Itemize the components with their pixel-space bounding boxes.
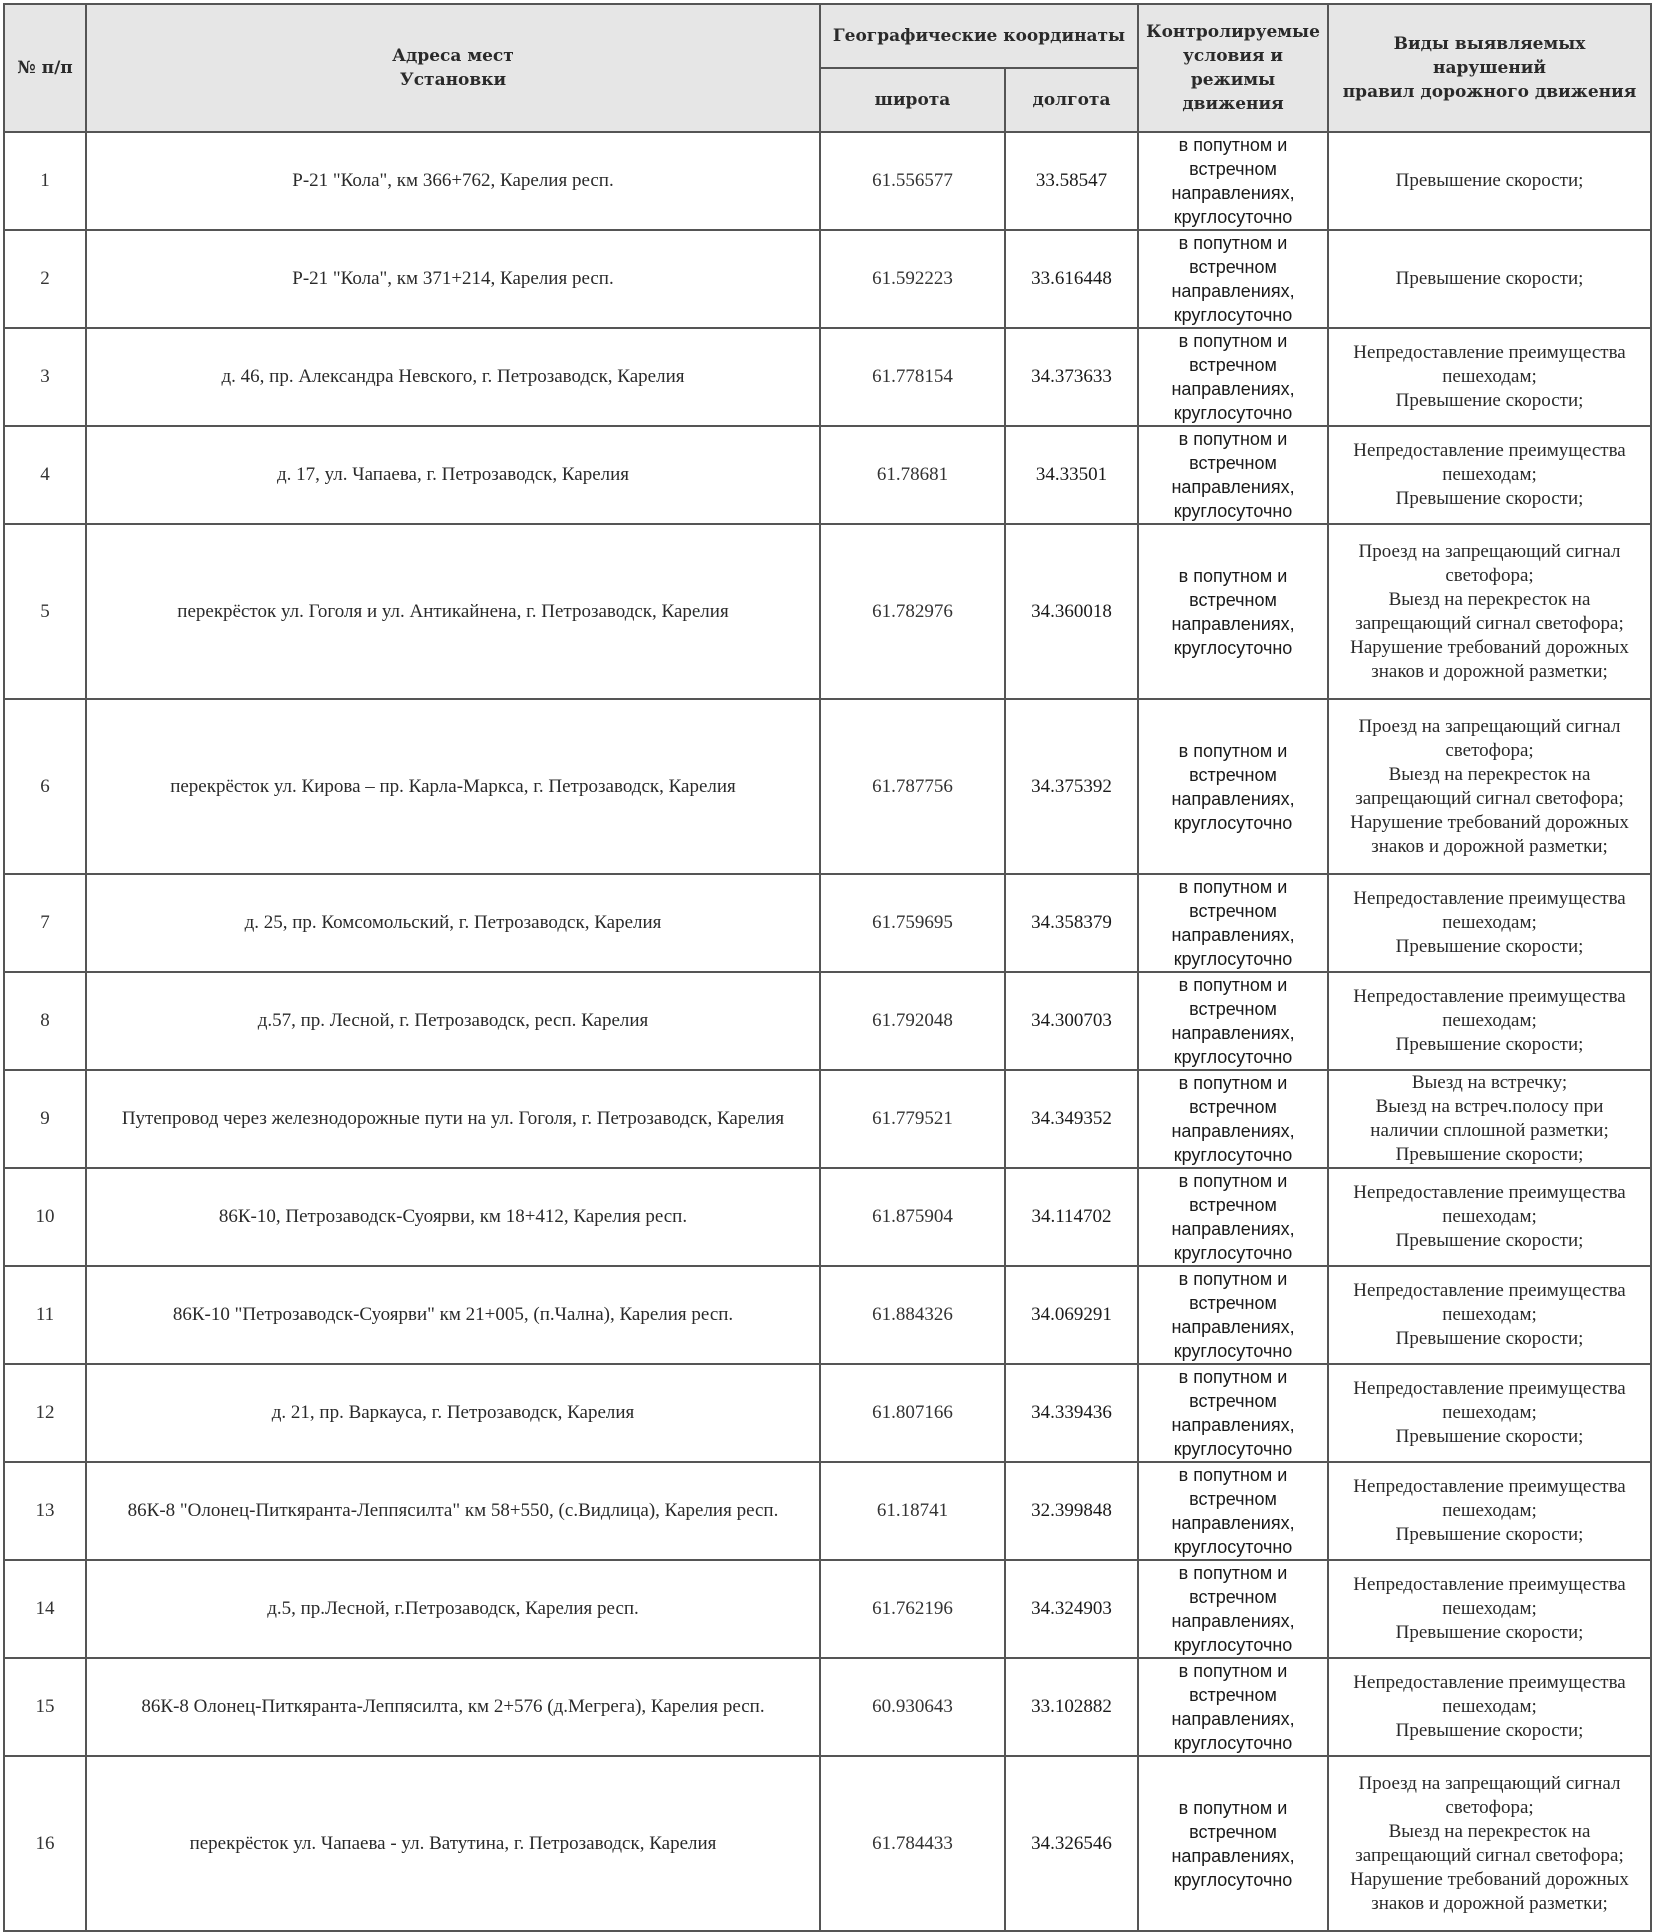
- row-number: 16: [4, 1756, 86, 1931]
- row-address: д. 46, пр. Александра Невского, г. Петрозаводск, Карелия: [86, 328, 820, 426]
- row-address: перекрёсток ул. Гоголя и ул. Антикайнена, г. Петрозаводск, Карелия: [86, 524, 820, 699]
- row-violations-line: Непредоставление преимущества: [1353, 1182, 1626, 1203]
- table-row: [4, 230, 1651, 328]
- row-violations: [1328, 132, 1651, 230]
- row-mode-line: направлениях,: [1171, 1023, 1295, 1043]
- row-mode-line: направлениях,: [1171, 613, 1295, 634]
- row-violations-line: пешеходам;: [1442, 1010, 1537, 1031]
- row-mode-line: круглосуточно: [1173, 1341, 1293, 1361]
- row-latitude: 61.884326: [820, 1266, 1005, 1364]
- row-mode: [1138, 132, 1328, 230]
- row-mode-line: встречном: [1189, 1489, 1277, 1509]
- row-mode: [1138, 1070, 1328, 1168]
- row-mode-line: круглосуточно: [1173, 1145, 1293, 1165]
- row-mode: [1138, 1364, 1328, 1462]
- row-violations: [1328, 1070, 1651, 1168]
- row-mode-line: встречном: [1189, 589, 1277, 610]
- row-latitude: 61.759695: [820, 874, 1005, 972]
- row-violations-line: пешеходам;: [1442, 1500, 1537, 1521]
- row-longitude: 34.339436: [1005, 1364, 1138, 1462]
- row-number: 14: [4, 1560, 86, 1658]
- row-mode: [1138, 1560, 1328, 1658]
- row-violations-line: пешеходам;: [1442, 1598, 1537, 1619]
- row-mode: [1138, 230, 1328, 328]
- row-address: 86К-10 "Петрозаводск-Суоярви" км 21+005, (п.Чална), Карелия респ.: [86, 1266, 820, 1364]
- row-mode-line: встречном: [1189, 901, 1277, 921]
- header-mode-line: Контролируемые: [1146, 22, 1320, 42]
- table-row: [4, 874, 1651, 972]
- row-violations-line: Нарушение требований дорожных: [1350, 636, 1629, 658]
- row-violations: [1328, 1560, 1651, 1658]
- table-body: [4, 132, 1651, 1931]
- header-address: [86, 4, 820, 132]
- row-number: 10: [4, 1168, 86, 1266]
- row-mode-line: в попутном и: [1178, 135, 1288, 155]
- row-violations: [1328, 1756, 1651, 1931]
- table-row: [4, 132, 1651, 230]
- row-longitude: 34.069291: [1005, 1266, 1138, 1364]
- row-mode: [1138, 1462, 1328, 1560]
- row-violations-line: пешеходам;: [1442, 1402, 1537, 1423]
- row-number: 7: [4, 874, 86, 972]
- row-mode-line: встречном: [1189, 1685, 1277, 1705]
- row-violations-line: Непредоставление преимущества: [1353, 888, 1626, 909]
- row-longitude: 34.33501: [1005, 426, 1138, 524]
- row-number: 8: [4, 972, 86, 1070]
- row-longitude: 34.360018: [1005, 524, 1138, 699]
- row-mode-line: в попутном и: [1178, 331, 1288, 351]
- row-violations-line: запрещающий сигнал светофора;: [1355, 612, 1624, 634]
- row-mode-line: в попутном и: [1178, 233, 1288, 253]
- row-mode-line: круглосуточно: [1173, 1635, 1293, 1655]
- row-violations-line: Превышение скорости;: [1395, 390, 1584, 411]
- row-mode-line: в попутном и: [1178, 1563, 1288, 1583]
- row-mode-line: круглосуточно: [1173, 1243, 1293, 1263]
- table-row: [4, 1266, 1651, 1364]
- row-mode-line: встречном: [1189, 764, 1277, 785]
- row-violations-line: Непредоставление преимущества: [1353, 1672, 1626, 1693]
- row-violations-line: Непредоставление преимущества: [1353, 1574, 1626, 1595]
- row-mode-line: направлениях,: [1171, 1845, 1295, 1866]
- header-address-line: Установки: [399, 70, 507, 90]
- row-violations-line: Непредоставление преимущества: [1353, 1476, 1626, 1497]
- row-violations-line: знаков и дорожной разметки;: [1371, 1892, 1608, 1914]
- row-mode-line: встречном: [1189, 1587, 1277, 1607]
- row-mode-line: в попутном и: [1178, 1661, 1288, 1681]
- row-mode: [1138, 972, 1328, 1070]
- row-mode: [1138, 524, 1328, 699]
- row-mode: [1138, 426, 1328, 524]
- row-violations-line: Превышение скорости;: [1395, 1426, 1584, 1447]
- row-violations-line: знаков и дорожной разметки;: [1371, 660, 1608, 682]
- row-longitude: 34.324903: [1005, 1560, 1138, 1658]
- row-violations-line: Непредоставление преимущества: [1353, 1378, 1626, 1399]
- row-longitude: 34.358379: [1005, 874, 1138, 972]
- row-violations: [1328, 524, 1651, 699]
- row-mode-line: круглосуточно: [1173, 305, 1293, 325]
- cameras-table: [3, 3, 1652, 1932]
- row-mode-line: в попутном и: [1178, 1171, 1288, 1191]
- row-latitude: 61.807166: [820, 1364, 1005, 1462]
- row-violations: [1328, 1462, 1651, 1560]
- row-violations-line: Проезд на запрещающий сигнал: [1358, 715, 1621, 737]
- row-violations-line: пешеходам;: [1442, 912, 1537, 933]
- row-violations-line: Выезд на перекресток на: [1388, 763, 1591, 785]
- row-address: 86К-10, Петрозаводск-Суоярви, км 18+412, Карелия респ.: [86, 1168, 820, 1266]
- row-longitude: 34.349352: [1005, 1070, 1138, 1168]
- row-address: д.5, пр.Лесной, г.Петрозаводск, Карелия респ.: [86, 1560, 820, 1658]
- row-mode-line: в попутном и: [1178, 1465, 1288, 1485]
- row-longitude: 33.102882: [1005, 1658, 1138, 1756]
- row-mode-line: в попутном и: [1178, 565, 1288, 586]
- header-mode-line: движения: [1182, 94, 1284, 114]
- row-mode-line: направлениях,: [1171, 788, 1295, 809]
- header-coords: Географические координаты: [820, 4, 1138, 68]
- row-violations: [1328, 426, 1651, 524]
- row-latitude: 61.779521: [820, 1070, 1005, 1168]
- row-mode-line: направлениях,: [1171, 183, 1295, 203]
- row-mode-line: круглосуточно: [1173, 403, 1293, 423]
- row-mode-line: круглосуточно: [1173, 501, 1293, 521]
- row-mode: [1138, 1658, 1328, 1756]
- row-mode-line: встречном: [1189, 257, 1277, 277]
- row-violations-line: светофора;: [1445, 564, 1534, 586]
- row-violations-line: Проезд на запрещающий сигнал: [1358, 540, 1621, 562]
- row-violations-line: запрещающий сигнал светофора;: [1355, 1844, 1624, 1866]
- row-longitude: 32.399848: [1005, 1462, 1138, 1560]
- row-violations: [1328, 972, 1651, 1070]
- row-mode-line: в попутном и: [1178, 877, 1288, 897]
- row-mode-line: круглосуточно: [1173, 812, 1293, 833]
- row-latitude: 61.18741: [820, 1462, 1005, 1560]
- row-violations-line: наличии сплошной разметки;: [1370, 1120, 1609, 1141]
- row-address: д. 17, ул. Чапаева, г. Петрозаводск, Карелия: [86, 426, 820, 524]
- table-row: [4, 1756, 1651, 1931]
- row-violations: [1328, 1364, 1651, 1462]
- row-number: 4: [4, 426, 86, 524]
- table-row: [4, 1658, 1651, 1756]
- row-mode-line: встречном: [1189, 1293, 1277, 1313]
- row-address: 86К-8 Олонец-Питкяранта-Леппясилта, км 2+576 (д.Мегрега), Карелия респ.: [86, 1658, 820, 1756]
- row-address: Р-21 "Кола", км 371+214, Карелия респ.: [86, 230, 820, 328]
- table-row: [4, 1168, 1651, 1266]
- row-mode-line: направлениях,: [1171, 925, 1295, 945]
- table-row: [4, 1070, 1651, 1168]
- row-address: д. 25, пр. Комсомольский, г. Петрозаводск, Карелия: [86, 874, 820, 972]
- row-violations-line: Превышение скорости;: [1395, 936, 1584, 957]
- row-longitude: 34.375392: [1005, 699, 1138, 874]
- row-mode-line: направлениях,: [1171, 281, 1295, 301]
- row-violations-line: Превышение скорости;: [1395, 1622, 1584, 1643]
- row-mode-line: направлениях,: [1171, 477, 1295, 497]
- row-violations-line: светофора;: [1445, 1796, 1534, 1818]
- row-mode-line: направлениях,: [1171, 379, 1295, 399]
- header-num: № п/п: [4, 4, 86, 132]
- row-violations: [1328, 328, 1651, 426]
- row-number: 1: [4, 132, 86, 230]
- row-violations-line: запрещающий сигнал светофора;: [1355, 787, 1624, 809]
- row-violations-line: пешеходам;: [1442, 1696, 1537, 1717]
- row-violations-line: Непредоставление преимущества: [1353, 342, 1626, 363]
- row-mode-line: направлениях,: [1171, 1121, 1295, 1141]
- row-latitude: 61.784433: [820, 1756, 1005, 1931]
- row-mode-line: направлениях,: [1171, 1415, 1295, 1435]
- row-address: Р-21 "Кола", км 366+762, Карелия респ.: [86, 132, 820, 230]
- row-latitude: 61.787756: [820, 699, 1005, 874]
- table-header: [4, 4, 1651, 132]
- row-violations: [1328, 1266, 1651, 1364]
- row-mode-line: направлениях,: [1171, 1611, 1295, 1631]
- row-violations: [1328, 699, 1651, 874]
- row-number: 2: [4, 230, 86, 328]
- row-violations-line: Выезд на встреч.полосу при: [1375, 1096, 1604, 1117]
- row-violations: [1328, 230, 1651, 328]
- row-mode-line: встречном: [1189, 355, 1277, 375]
- row-latitude: 61.875904: [820, 1168, 1005, 1266]
- row-address: перекрёсток ул. Кирова – пр. Карла-Маркса, г. Петрозаводск, Карелия: [86, 699, 820, 874]
- row-latitude: 61.782976: [820, 524, 1005, 699]
- row-latitude: 61.556577: [820, 132, 1005, 230]
- row-mode-line: круглосуточно: [1173, 1439, 1293, 1459]
- row-latitude: 61.592223: [820, 230, 1005, 328]
- row-mode-line: круглосуточно: [1173, 1733, 1293, 1753]
- row-violations-line: Превышение скорости;: [1395, 1144, 1584, 1165]
- row-mode-line: круглосуточно: [1173, 1047, 1293, 1067]
- row-violations-line: Превышение скорости;: [1395, 1524, 1584, 1545]
- row-mode: [1138, 1266, 1328, 1364]
- row-violations-line: Выезд на перекресток на: [1388, 1820, 1591, 1842]
- row-longitude: 34.326546: [1005, 1756, 1138, 1931]
- row-longitude: 33.58547: [1005, 132, 1138, 230]
- row-violations-line: Выезд на перекресток на: [1388, 588, 1591, 610]
- row-mode-line: в попутном и: [1178, 1367, 1288, 1387]
- row-violations-line: Нарушение требований дорожных: [1350, 1868, 1629, 1890]
- row-violations-line: пешеходам;: [1442, 1206, 1537, 1227]
- row-mode-line: круглосуточно: [1173, 1537, 1293, 1557]
- table-row: [4, 1462, 1651, 1560]
- row-address: Путепровод через железнодорожные пути на ул. Гоголя, г. Петрозаводск, Карелия: [86, 1070, 820, 1168]
- document-page: [0, 3, 1653, 1923]
- row-violations: [1328, 1168, 1651, 1266]
- row-mode-line: встречном: [1189, 1821, 1277, 1842]
- row-number: 12: [4, 1364, 86, 1462]
- row-violations-line: Непредоставление преимущества: [1353, 986, 1626, 1007]
- header-mode: [1138, 4, 1328, 132]
- row-mode-line: круглосуточно: [1173, 207, 1293, 227]
- row-latitude: 61.792048: [820, 972, 1005, 1070]
- row-longitude: 33.616448: [1005, 230, 1138, 328]
- row-latitude: 60.930643: [820, 1658, 1005, 1756]
- row-address: д.57, пр. Лесной, г. Петрозаводск, респ. Карелия: [86, 972, 820, 1070]
- row-number: 5: [4, 524, 86, 699]
- row-violations-line: знаков и дорожной разметки;: [1371, 835, 1608, 857]
- row-mode-line: направлениях,: [1171, 1317, 1295, 1337]
- row-longitude: 34.114702: [1005, 1168, 1138, 1266]
- row-violations-line: Превышение скорости;: [1395, 1328, 1584, 1349]
- table-row: [4, 524, 1651, 699]
- row-violations-line: Выезд на встречку;: [1411, 1072, 1568, 1093]
- row-mode-line: в попутном и: [1178, 1073, 1288, 1093]
- row-mode-line: направлениях,: [1171, 1709, 1295, 1729]
- row-latitude: 61.778154: [820, 328, 1005, 426]
- row-mode-line: в попутном и: [1178, 1797, 1288, 1818]
- row-violations: [1328, 874, 1651, 972]
- row-violations-line: пешеходам;: [1442, 366, 1537, 387]
- row-number: 9: [4, 1070, 86, 1168]
- table-row: [4, 972, 1651, 1070]
- row-violations-line: Непредоставление преимущества: [1353, 440, 1626, 461]
- row-mode-line: круглосуточно: [1173, 637, 1293, 658]
- row-mode-line: встречном: [1189, 1195, 1277, 1215]
- row-number: 3: [4, 328, 86, 426]
- row-mode-line: направлениях,: [1171, 1219, 1295, 1239]
- row-longitude: 34.373633: [1005, 328, 1138, 426]
- row-address: 86К-8 "Олонец-Питкяранта-Леппясилта" км 58+550, (с.Видлица), Карелия респ.: [86, 1462, 820, 1560]
- row-mode: [1138, 1168, 1328, 1266]
- row-latitude: 61.762196: [820, 1560, 1005, 1658]
- header-mode-line: условия и режимы: [1182, 46, 1284, 90]
- row-mode: [1138, 874, 1328, 972]
- row-number: 15: [4, 1658, 86, 1756]
- row-violations-line: Нарушение требований дорожных: [1350, 811, 1629, 833]
- row-mode-line: встречном: [1189, 999, 1277, 1019]
- row-mode-line: встречном: [1189, 1097, 1277, 1117]
- row-mode-line: направлениях,: [1171, 1513, 1295, 1533]
- row-address: д. 21, пр. Варкауса, г. Петрозаводск, Карелия: [86, 1364, 820, 1462]
- row-mode-line: круглосуточно: [1173, 949, 1293, 969]
- row-violations-line: Превышение скорости;: [1395, 170, 1584, 191]
- row-mode-line: встречном: [1189, 159, 1277, 179]
- header-address-line: Адреса мест: [392, 46, 514, 66]
- row-latitude: 61.78681: [820, 426, 1005, 524]
- row-violations: [1328, 1658, 1651, 1756]
- row-violations-line: Превышение скорости;: [1395, 268, 1584, 289]
- row-violations-line: Непредоставление преимущества: [1353, 1280, 1626, 1301]
- row-mode: [1138, 1756, 1328, 1931]
- row-number: 13: [4, 1462, 86, 1560]
- row-mode-line: в попутном и: [1178, 429, 1288, 449]
- row-violations-line: Проезд на запрещающий сигнал: [1358, 1772, 1621, 1794]
- row-violations-line: Превышение скорости;: [1395, 1034, 1584, 1055]
- table-row: [4, 426, 1651, 524]
- row-violations-line: пешеходам;: [1442, 1304, 1537, 1325]
- row-number: 6: [4, 699, 86, 874]
- header-violations-line: правил дорожного движения: [1342, 82, 1637, 102]
- row-violations-line: Превышение скорости;: [1395, 1720, 1584, 1741]
- table-row: [4, 1560, 1651, 1658]
- row-mode-line: в попутном и: [1178, 1269, 1288, 1289]
- row-longitude: 34.300703: [1005, 972, 1138, 1070]
- table-row: [4, 699, 1651, 874]
- row-mode-line: в попутном и: [1178, 975, 1288, 995]
- row-mode-line: в попутном и: [1178, 740, 1288, 761]
- row-mode: [1138, 699, 1328, 874]
- row-mode-line: круглосуточно: [1173, 1869, 1293, 1890]
- header-violations-line: Виды выявляемых нарушений: [1393, 34, 1586, 78]
- row-mode: [1138, 328, 1328, 426]
- header-lon: долгота: [1005, 68, 1138, 132]
- row-mode-line: встречном: [1189, 453, 1277, 473]
- header-lat: широта: [820, 68, 1005, 132]
- table-row: [4, 328, 1651, 426]
- row-mode-line: встречном: [1189, 1391, 1277, 1411]
- row-number: 11: [4, 1266, 86, 1364]
- table-row: [4, 1364, 1651, 1462]
- row-violations-line: Превышение скорости;: [1395, 1230, 1584, 1251]
- row-violations-line: пешеходам;: [1442, 464, 1537, 485]
- header-violations: [1328, 4, 1651, 132]
- row-violations-line: Превышение скорости;: [1395, 488, 1584, 509]
- row-address: перекрёсток ул. Чапаева - ул. Ватутина, г. Петрозаводск, Карелия: [86, 1756, 820, 1931]
- row-violations-line: светофора;: [1445, 739, 1534, 761]
